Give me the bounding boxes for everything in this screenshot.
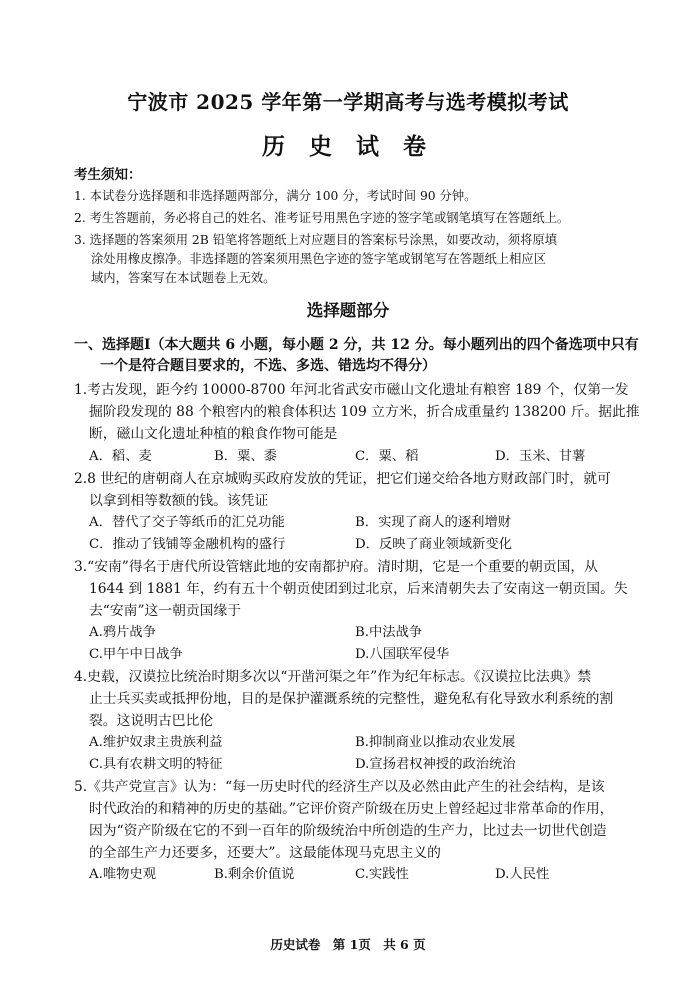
subject-title: 历 史 试 卷 xyxy=(261,133,435,160)
q3-option-b[interactable]: B.中法战争 xyxy=(355,625,423,640)
question-4-text: 裂。这说明古巴比伦 xyxy=(89,713,214,729)
question-1-text: 1.考古发现，距今约 10000-8700 年河北省武安市磁山文化遗址有粮窖 189 个，仅第一发 xyxy=(74,382,629,398)
q2-option-c[interactable]: C．推动了钱铺等金融机构的盛行 xyxy=(89,537,286,552)
notice-line: 涂处用橡皮擦净。非选择题的答案须用黑色字迹的签字笔或钢笔写在答题纸上相应区 xyxy=(91,252,546,266)
question-3-text: 1644 到 1881 年，约有五十个朝贡使团到过北京，后来清朝失去了安南这一朝贡国。失 xyxy=(89,581,628,597)
q5-option-a[interactable]: A.唯物史观 xyxy=(89,867,157,882)
question-5-text: 时代政治的和精神的历史的基础。”它评价资产阶级在历史上曾经起过非常革命的作用， xyxy=(89,801,614,817)
question-1-text: 断，磁山文化遗址种植的粮食作物可能是 xyxy=(89,426,338,442)
q4-option-c[interactable]: C.具有农耕文明的特征 xyxy=(89,757,223,772)
question-5-text: 5.《共产党宣言》认为：“每一历史时代的经济生产以及必然由此产生的社会结构，是该 xyxy=(74,779,605,795)
q4-option-a[interactable]: A.维护奴隶主贵族利益 xyxy=(89,735,223,750)
part-instructions: 一、选择题Ⅰ（本大题共 6 小题，每小题 2 分，共 12 分。每小题列出的四个备选项中只有 xyxy=(74,337,639,353)
question-5-text: 因为“资产阶级在它的不到一百年的阶级统治中所创造的生产力，比过去一切世代创造 xyxy=(89,823,607,839)
notice-heading: 考生须知： xyxy=(74,167,142,183)
notice-line: 1. 本试卷分选择题和非选择题两部分，满分 100 分，考试时间 90 分钟。 xyxy=(74,189,477,203)
q3-option-d[interactable]: D.八国联军侵华 xyxy=(355,647,450,662)
q1-option-c[interactable]: C．粟、稻 xyxy=(355,449,419,464)
part-instructions-cont: 一个是符合题目要求的，不选、多选、错选均不得分） xyxy=(100,358,436,374)
q1-option-b[interactable]: B．粟、黍 xyxy=(214,449,277,464)
q5-option-d[interactable]: D.人民性 xyxy=(495,867,550,882)
question-1-text: 掘阶段发现的 88 个粮窖内的粮食体积达 109 立方米，折合成重量约 138200 斤。据此推 xyxy=(89,404,640,420)
notice-line: 2. 考生答题前，务必将自己的姓名、准考证号用黑色字迹的签字笔或钢笔填写在答题纸上。 xyxy=(74,211,570,225)
q4-option-d[interactable]: D.宣扬君权神授的政治统治 xyxy=(355,757,516,772)
footer-subject: 历史试卷 xyxy=(270,937,321,952)
question-4-text: 止士兵买卖或抵押份地，目的是保护灌溉系统的完整性，避免私有化导致水利系统的割 xyxy=(89,691,614,707)
footer-page-number: 第 1页 xyxy=(332,937,371,952)
question-5-text: 的全部生产力还要多，还要大”。这最能体现马克思主义的 xyxy=(89,845,441,861)
question-2-text: 以拿到相等数额的钱。该凭证 xyxy=(89,493,269,509)
page-footer xyxy=(0,935,696,953)
question-2-text: 2.8 世纪的唐朝商人在京城购买政府发放的凭证，把它们递交给各地方财政部门时，就可 xyxy=(74,471,611,487)
q5-option-b[interactable]: B.剩余价值说 xyxy=(214,867,295,882)
q3-option-c[interactable]: C.甲午中日战争 xyxy=(89,647,183,662)
q2-option-a[interactable]: A．替代了交子等纸币的汇兑功能 xyxy=(89,515,285,530)
q3-option-a[interactable]: A.鸦片战争 xyxy=(89,625,157,640)
section-title: 选择题部分 xyxy=(306,301,390,320)
exam-title: 宁波市 2025 学年第一学期高考与选考模拟考试 xyxy=(127,90,569,114)
footer-total-pages: 共 6 页 xyxy=(383,937,426,952)
q1-option-a[interactable]: A．稻、麦 xyxy=(89,449,152,464)
notice-line: 域内，答案写在本试题卷上无效。 xyxy=(91,271,276,285)
q5-option-c[interactable]: C.实践性 xyxy=(355,867,409,882)
question-4-text: 4.史载，汉谟拉比统治时期多次以“开凿河渠之年”作为纪年标志。《汉谟拉比法典》禁 xyxy=(74,669,592,685)
q4-option-b[interactable]: B.抑制商业以推动农业发展 xyxy=(355,735,516,750)
q2-option-b[interactable]: B．实现了商人的逐利增财 xyxy=(355,515,512,530)
question-3-text: 去“安南”这一朝贡国缘于 xyxy=(89,603,242,619)
question-3-text: 3.“安南”得名于唐代所设管辖此地的安南都护府。清时期，它是一个重要的朝贡国，从 xyxy=(74,559,598,575)
q1-option-d[interactable]: D．玉米、甘薯 xyxy=(495,449,586,464)
q2-option-d[interactable]: D．反映了商业领域新变化 xyxy=(355,537,512,552)
notice-line: 3. 选择题的答案须用 2B 铅笔将答题纸上对应题目的答案标号涂黑，如要改动，须将原填 xyxy=(74,233,558,247)
